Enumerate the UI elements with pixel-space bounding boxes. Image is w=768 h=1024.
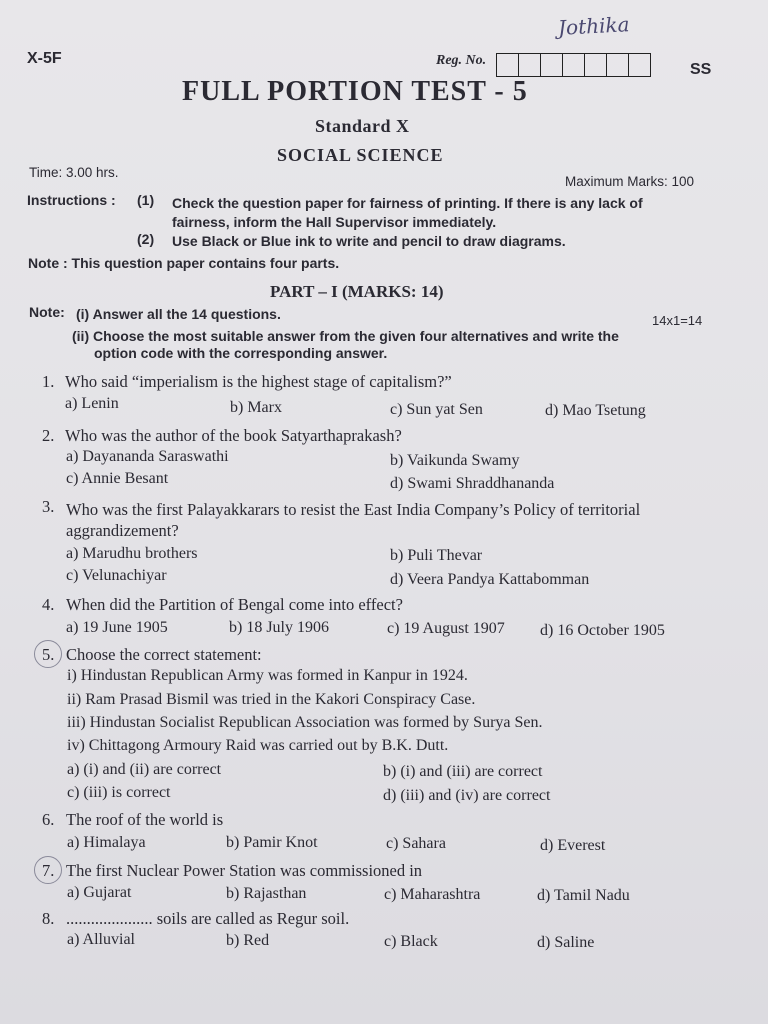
question-5-text: Choose the correct statement: bbox=[66, 645, 262, 664]
question-5-statement-4: iv) Chittagong Armoury Raid was carried out by B.K. Dutt. bbox=[67, 737, 449, 754]
question-5-option-b: b) (i) and (iii) are correct bbox=[383, 763, 543, 780]
question-3-text-line2: aggrandizement? bbox=[66, 521, 179, 540]
part-1-note-ii-line1: (ii) Choose the most suitable answer from the given four alternatives and write the bbox=[72, 328, 619, 344]
question-4-option-a: a) 19 June 1905 bbox=[66, 619, 168, 636]
question-5-option-c: c) (iii) is correct bbox=[67, 784, 171, 801]
question-4-number: 4. bbox=[42, 595, 55, 614]
question-5-option-a: a) (i) and (ii) are correct bbox=[67, 761, 222, 778]
question-1-option-a: a) Lenin bbox=[65, 395, 119, 412]
instruction-1-num: (1) bbox=[137, 192, 155, 208]
part-1-note-ii-line2: option code with the corresponding answer. bbox=[94, 345, 388, 361]
question-8-option-d: d) Saline bbox=[537, 934, 595, 951]
handwritten-name: Jothika bbox=[557, 12, 631, 40]
instruction-2-num: (2) bbox=[137, 231, 155, 247]
question-8-number: 8. bbox=[42, 909, 55, 928]
question-8-option-b: b) Red bbox=[226, 932, 270, 949]
parts-note: Note : This question paper contains four parts. bbox=[28, 255, 340, 271]
question-3-option-b: b) Puli Thevar bbox=[390, 547, 483, 564]
question-7-option-d: d) Tamil Nadu bbox=[537, 887, 630, 904]
question-4-option-d: d) 16 October 1905 bbox=[540, 622, 665, 639]
question-5-option-d: d) (iii) and (iv) are correct bbox=[383, 787, 551, 804]
question-1-option-b: b) Marx bbox=[230, 399, 282, 416]
question-7-text: The first Nuclear Power Station was commissioned in bbox=[66, 861, 423, 880]
question-1-text: Who said “imperialism is the highest stage of capitalism?” bbox=[65, 372, 452, 391]
time-label: Time: 3.00 hrs. bbox=[29, 165, 119, 180]
question-3-text: Who was the first Palayakkarars to resist the East India Company’s Policy of territorial bbox=[66, 500, 641, 519]
question-7-option-b: b) Rajasthan bbox=[226, 885, 307, 902]
instruction-2-line1: Use Black or Blue ink to write and pencil to draw diagrams. bbox=[172, 233, 566, 249]
question-7-option-a: a) Gujarat bbox=[67, 884, 132, 901]
question-3-number: 3. bbox=[42, 497, 55, 516]
question-5-statement-3: iii) Hindustan Socialist Republican Association was formed by Surya Sen. bbox=[67, 714, 543, 731]
question-3-option-d: d) Veera Pandya Kattabomman bbox=[390, 571, 590, 588]
instruction-1-line1: Check the question paper for fairness of printing. If there is any lack of bbox=[172, 195, 643, 211]
subject-label: SOCIAL SCIENCE bbox=[277, 145, 444, 165]
part-1-marks: 14x1=14 bbox=[652, 313, 703, 328]
question-1-option-d: d) Mao Tsetung bbox=[545, 402, 646, 419]
part-1-note-i: (i) Answer all the 14 questions. bbox=[76, 306, 281, 322]
question-6-option-a: a) Himalaya bbox=[67, 834, 146, 851]
question-6-option-c: c) Sahara bbox=[386, 835, 446, 852]
question-8-option-c: c) Black bbox=[384, 933, 438, 950]
question-2-option-a: a) Dayananda Saraswathi bbox=[66, 448, 229, 465]
part-1-heading: PART – I (MARKS: 14) bbox=[270, 282, 444, 301]
question-2-option-c: c) Annie Besant bbox=[66, 470, 169, 487]
question-4-text: When did the Partition of Bengal come into effect? bbox=[66, 595, 403, 614]
subject-code: SS bbox=[690, 61, 712, 78]
question-5-number: 5. bbox=[42, 645, 55, 664]
question-6-option-b: b) Pamir Knot bbox=[226, 834, 318, 851]
part-1-note-label: Note: bbox=[29, 304, 65, 320]
question-3-option-c: c) Velunachiyar bbox=[66, 567, 167, 584]
question-3-option-a: a) Marudhu brothers bbox=[66, 545, 198, 562]
question-8-option-a: a) Alluvial bbox=[67, 931, 135, 948]
question-6-option-d: d) Everest bbox=[540, 837, 606, 854]
question-8-text: ..................... soils are called as Regur soil. bbox=[66, 909, 350, 928]
question-7-option-c: c) Maharashtra bbox=[384, 886, 481, 903]
reg-no-boxes bbox=[496, 53, 651, 77]
page-title: FULL PORTION TEST - 5 bbox=[182, 76, 528, 107]
question-2-option-d: d) Swami Shraddhananda bbox=[390, 475, 555, 492]
question-2-number: 2. bbox=[42, 426, 55, 445]
question-2-text: Who was the author of the book Satyarthaprakash? bbox=[65, 426, 402, 445]
question-5-statement-1: i) Hindustan Republican Army was formed in Kanpur in 1924. bbox=[67, 667, 468, 684]
reg-no-label: Reg. No. bbox=[436, 53, 487, 68]
question-7-number: 7. bbox=[42, 861, 55, 880]
question-1-number: 1. bbox=[42, 372, 55, 391]
instruction-1-line2: fairness, inform the Hall Supervisor immediately. bbox=[172, 214, 497, 230]
instructions-label: Instructions : bbox=[27, 192, 116, 208]
question-4-option-b: b) 18 July 1906 bbox=[229, 619, 329, 636]
question-1-option-c: c) Sun yat Sen bbox=[390, 401, 483, 418]
paper-code: X-5F bbox=[27, 50, 62, 67]
max-marks-label: Maximum Marks: 100 bbox=[565, 174, 695, 189]
question-6-text: The roof of the world is bbox=[66, 810, 224, 829]
standard-label: Standard X bbox=[315, 116, 410, 136]
question-5-statement-2: ii) Ram Prasad Bismil was tried in the Kakori Conspiracy Case. bbox=[67, 691, 476, 708]
question-2-option-b: b) Vaikunda Swamy bbox=[390, 452, 520, 469]
question-4-option-c: c) 19 August 1907 bbox=[387, 620, 505, 637]
question-6-number: 6. bbox=[42, 810, 55, 829]
